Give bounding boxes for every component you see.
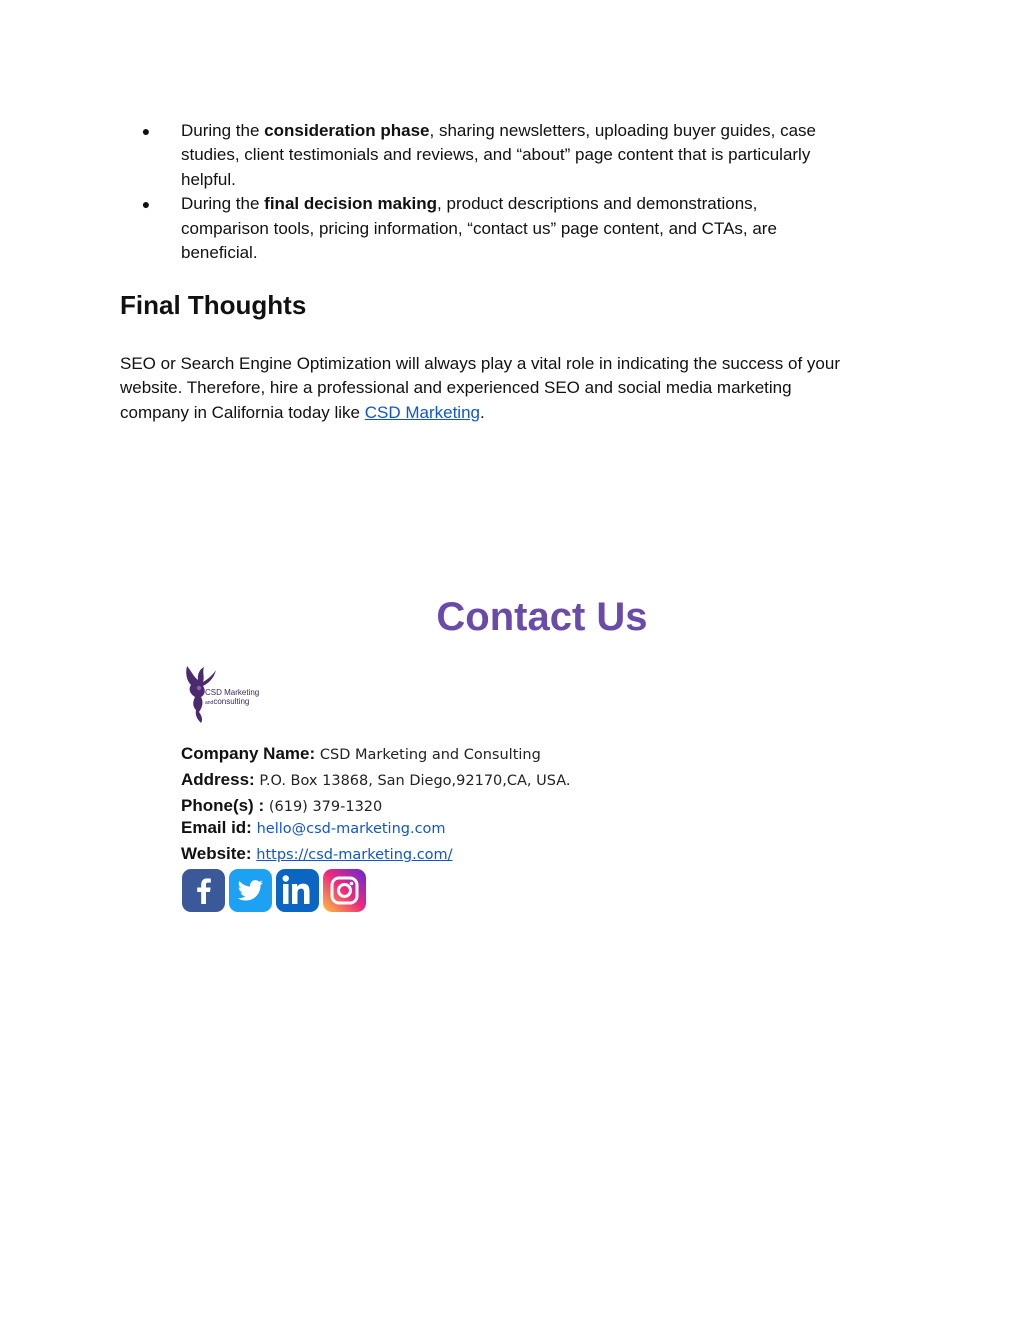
section-heading: Final Thoughts: [120, 290, 307, 320]
company-name-row: Company Name: CSD Marketing and Consulting: [181, 744, 541, 763]
address-row: Address: P.O. Box 13868, San Diego,92170,CA, USA.: [181, 770, 571, 789]
logo-wordmark: CSD Marketing andconsulting: [205, 688, 260, 706]
csd-marketing-link[interactable]: CSD Marketing: [364, 402, 480, 422]
instagram-icon[interactable]: [323, 869, 366, 912]
contact-heading: Contact Us: [436, 595, 648, 639]
bullet-dot-icon: ●: [141, 123, 151, 139]
bullet-item: ● During the final decision making, product descriptions and demonstrations, comparison tools, pricing information, “contact us” page content, and CTAs, are beneficial.: [136, 192, 896, 265]
twitter-icon[interactable]: [229, 869, 272, 912]
final-thoughts-paragraph: SEO or Search Engine Optimization will always play a vital role in indicating the success of your website. Therefore, hire a professional and experienced SEO and social media marketing company in California today like CSD Marketing.: [120, 354, 841, 422]
linkedin-icon[interactable]: [276, 869, 319, 912]
website-link[interactable]: https://csd-marketing.com/: [256, 847, 453, 863]
bold-phrase: consideration phase: [264, 121, 430, 140]
bold-phrase: final decision making: [264, 194, 438, 214]
company-logo: [183, 664, 273, 724]
bullet-item: ● During the consideration phase, sharing newsletters, uploading buyer guides, case studies, client testimonials and reviews, and “about” page content that is particularly helpful.: [136, 119, 896, 192]
website-row: Website: https://csd-marketing.com/: [181, 844, 453, 863]
phone-row: Phone(s) : (619) 379-1320: [181, 796, 383, 815]
email-link[interactable]: hello@csd-marketing.com: [256, 821, 446, 837]
facebook-icon[interactable]: [182, 869, 225, 912]
email-row: Email id: hello@csd-marketing.com: [181, 818, 446, 837]
bullet-dot-icon: ●: [141, 196, 151, 213]
bullet-list: [136, 119, 896, 265]
social-icons: [182, 869, 366, 912]
